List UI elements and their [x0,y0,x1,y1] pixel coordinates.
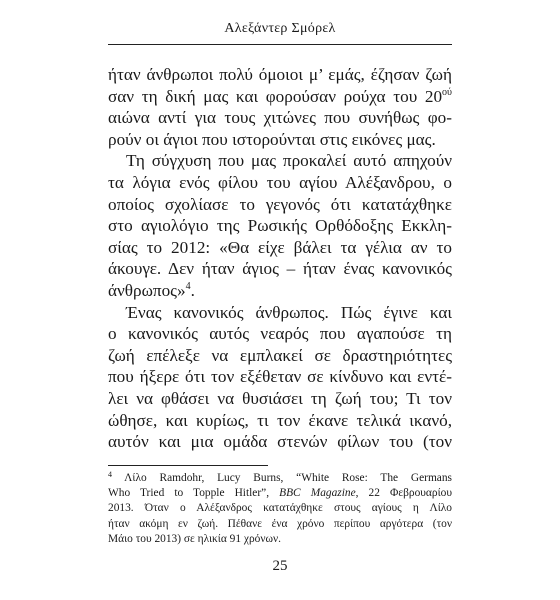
text-fragment: Who Tried to Topple Hitler”, [108,487,280,500]
footnote-rule [108,465,268,466]
text-fragment: άνθρωπος» [108,280,186,300]
header-rule [108,44,452,45]
footnote [108,471,452,547]
paragraph-2 [108,150,452,301]
text-line: Ένας κανονικός άνθρωπος. Πώς έγινε και [126,302,452,322]
footnote-line [108,486,452,501]
footnote-line [108,471,452,486]
text-fragment: σαν τη δική μας και φορούσαν ρούχα του 20 [108,86,443,106]
text-line: λει να φθάσει να θυσιάσει τη ζωή του; Τι τον [108,388,452,408]
footnote-reference[interactable]: 4 [185,280,191,292]
text-fragment: , 22 Φεβρουαρίου [355,487,452,500]
text-line: αιώνα αντί για τους χιτώνες που συνήθως φο- [108,108,452,128]
text-line: που ήξερε ότι τον εξέθεταν σε κίνδυνο και εντέ- [108,367,452,387]
paragraph-3 [108,302,452,453]
publication-title: BBC Magazine [279,487,356,500]
text-line: σίας το 2012: «Θα είχε βάλει τα γέλια αν το [108,237,452,257]
text-line: ζωή επέλεξε να εμπλακεί σε δραστηριότητες [108,345,452,365]
ordinal-superscript: ού [442,86,452,98]
text-line: ο κανονικός αυτός νεαρός που αγαπούσε τη [108,324,452,344]
footnote-line: ήταν ακόμη εν ζωή. Πέθανε ένα χρόνο περίπου αργότερα (τον [108,517,452,530]
text-line: στο αγιολόγιο της Ρωσικής Ορθόδοξης Εκκλη- [108,216,452,236]
footnote-line: Μάιο του 2013) σε ηλικία 91 χρόνων. [108,532,282,545]
text-line: οποίος σχολίασε το γεγονός ότι κατατάχθηκε [108,194,452,214]
text-line: τα λόγια ενός φίλου του αγίου Αλέξανδρου, ο [108,172,452,192]
text-fragment: Λίλο Ramdohr, Lucy Burns, “White Rose: The Germans [112,472,452,484]
text-line [108,86,452,108]
text-line: αυτόν και μια ομάδα στενών φίλων του (τον [108,432,452,452]
paragraph-1 [108,64,452,150]
body-text [108,64,452,453]
footnote-marker: 4 [108,470,112,479]
text-line: ρούν οι άγιοι που ιστορούνται στις εικόνες μας. [108,129,436,149]
footnote-line: 2013. Όταν ο Αλέξανδρος κατατάχθηκε στους αγίους η Λίλο [108,502,452,515]
page-number: 25 [272,558,288,574]
text-line [108,280,452,302]
text-line: ώθησε, και κυρίως, τι τον έκανε τελικά ικανό, [108,410,452,430]
running-header: Αλεξάντερ Σμόρελ [224,21,336,36]
text-fragment: . [190,280,195,300]
text-line: ήταν άνθρωποι πολύ όμοιοι μ’ εμάς, έζησαν ζωή [108,65,452,84]
text-line: άκουγε. Δεν ήταν άγιος – ήταν ένας κανονικός [108,259,452,279]
text-line: Τη σύγχυση που μας προκαλεί αυτό απηχούν [126,151,452,171]
